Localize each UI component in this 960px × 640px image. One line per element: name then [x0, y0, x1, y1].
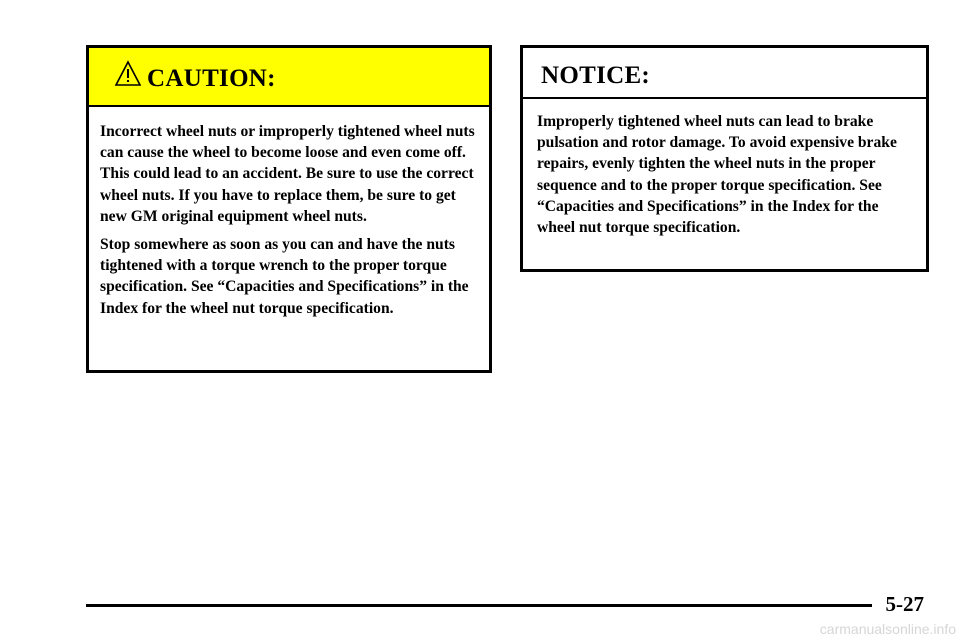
notice-paragraph: Improperly tightened wheel nuts can lead to brake pulsation and rotor damage. To avoid expensive brake repairs, evenly tighten the wheel nuts in the proper sequence and to the proper torque specification. See “Capacities and Specifications” in the Index for the wheel nut torque specification. — [537, 113, 897, 237]
notice-title: NOTICE: — [541, 62, 651, 89]
warning-triangle-icon — [114, 60, 142, 88]
caution-body — [89, 107, 489, 319]
caution-header — [89, 48, 489, 107]
page-number: 5-27 — [885, 592, 924, 616]
caution-box — [86, 45, 492, 373]
notice-header — [523, 48, 926, 99]
caution-paragraph: Stop somewhere as soon as you can and have the nuts tightened with a torque wrench to the proper torque specification. See “Capacities and Specifications” in the Index for the wheel nut torque specification. — [100, 236, 469, 317]
watermark: carmanualsonline.info — [819, 621, 956, 637]
caution-title: CAUTION: — [147, 65, 276, 92]
notice-box — [520, 45, 929, 272]
footer-rule — [86, 604, 872, 607]
caution-paragraph: Incorrect wheel nuts or improperly tightened wheel nuts can cause the wheel to become loose and even come off. This could lead to an accident. Be sure to use the correct wheel nuts. If you have to replace them, be sure to get new GM original equipment wheel nuts. — [100, 123, 475, 225]
notice-body — [523, 99, 926, 238]
